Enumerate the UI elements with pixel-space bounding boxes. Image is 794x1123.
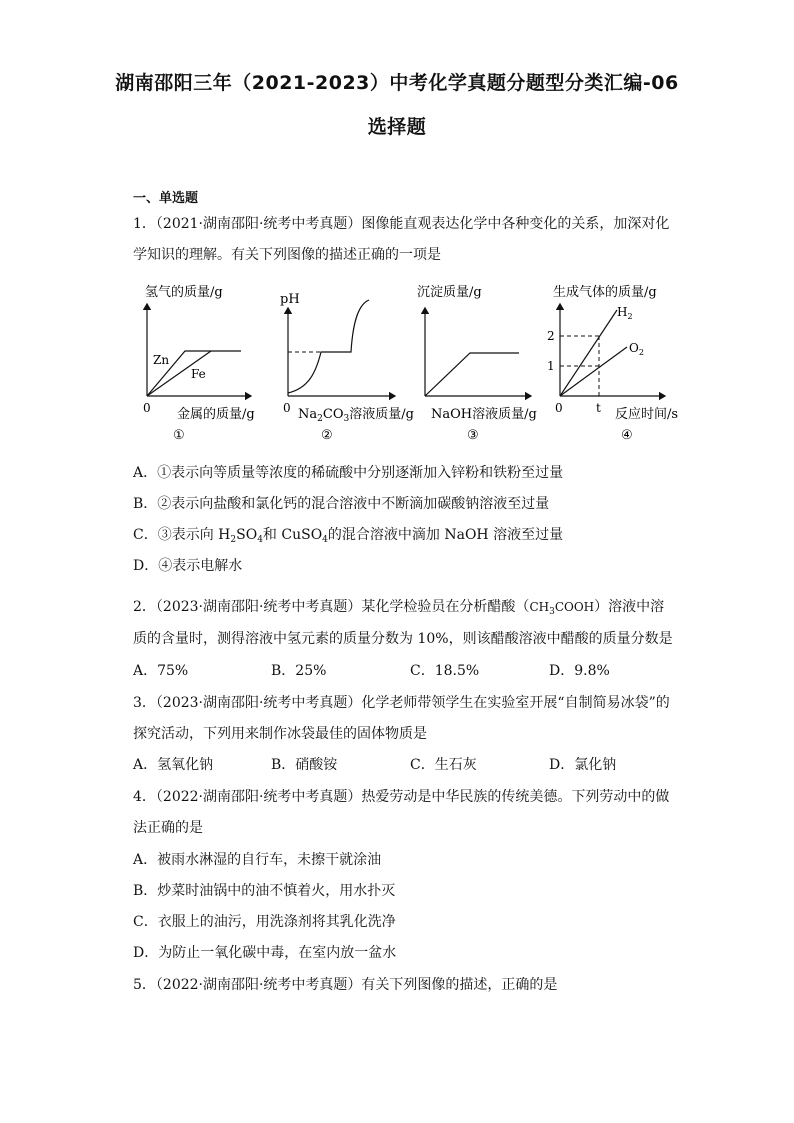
q4-option-b: B．炒菜时油锅中的油不慎着火，用水扑灭 <box>133 883 396 899</box>
q1-stem-line1: 1．（2021·湖南邵阳·统考中考真题）图像能直观表达化学中各种变化的关系，加深对化 <box>133 216 670 232</box>
q1-option-c: C．③表示向 $H_2SO_4$和 CuSO$_4$的混合溶液中滴加 NaOH 溶液至过量 <box>133 527 564 545</box>
graph2-xlabel: $Na_2CO_3$溶液质量/g <box>298 407 414 424</box>
graph4-tick-y1: 1 <box>547 359 555 373</box>
q2-stem-line2: 质的含量时，测得溶液中氢元素的质量分数为 10%，则该醋酸溶液中醋酸的质量分数是 <box>133 631 673 647</box>
q3-option-b: B．硝酸铵 <box>271 757 338 773</box>
q1-option-a: A．①表示向等质量等浓度的稀硫酸中分别逐渐加入锌粉和铁粉至过量 <box>133 465 564 481</box>
graph1-ylabel: 氢气的质量/g <box>145 285 223 300</box>
graph4-h2-line <box>560 310 617 396</box>
graph4-o2-line <box>560 347 627 396</box>
graph3-xlabel: NaOH溶液质量/g <box>431 407 537 422</box>
section-heading: 一、单选题 <box>133 191 199 206</box>
graph1-fe-label: Fe <box>191 367 206 381</box>
q4-option-c: C．衣服上的油污，用洗涤剂将其乳化洗净 <box>133 914 396 930</box>
q2-option-b: B．25% <box>271 663 327 679</box>
graph4-xlabel: 反应时间/s <box>615 407 679 422</box>
graph4-h2-label: $H_2$ <box>617 305 633 321</box>
document-title-line1: 湖南邵阳三年（2021-2023）中考化学真题分题型分类汇编-06 <box>115 72 679 94</box>
graph3-number: ③ <box>467 428 479 443</box>
q3-option-d: D．氯化钠 <box>549 757 617 773</box>
graph-4 <box>547 284 678 443</box>
q2-stem-line1: 2．（2023·湖南邵阳·统考中考真题）某化学检验员在分析醋酸$(CH_3COOH)$溶液中溶 <box>133 599 665 617</box>
graph4-number: ④ <box>621 428 633 443</box>
q3-stem-line2: 探究活动，下列用来制作冰袋最佳的固体物质是 <box>133 726 427 742</box>
graph-1 <box>143 285 255 443</box>
graph-2 <box>280 292 414 443</box>
graph1-zn-label: Zn <box>153 353 170 367</box>
q1-option-d: D．④表示电解水 <box>133 558 243 574</box>
q1-option-b: B．②表示向盐酸和氯化钙的混合溶液中不断滴加碳酸钠溶液至过量 <box>133 496 550 512</box>
graph-3 <box>417 284 537 443</box>
graph2-origin: 0 <box>283 401 291 415</box>
graph2-number: ② <box>321 428 333 443</box>
q4-stem-line1: 4．（2022·湖南邵阳·统考中考真题）热爱劳动是中华民族的传统美德。下列劳动中的做 <box>133 789 670 805</box>
graph1-origin: 0 <box>143 401 151 415</box>
graph1-number: ① <box>173 428 185 443</box>
q4-option-a: A．被雨水淋湿的自行车，未擦干就涂油 <box>133 852 382 868</box>
q1-graphs <box>133 280 693 445</box>
q4-option-d: D．为防止一氧化碳中毒，在室内放一盆水 <box>133 945 397 961</box>
graph4-o2-label: $O_2$ <box>629 341 644 357</box>
q1-graphs-svg <box>133 280 693 445</box>
graph4-ylabel: 生成气体的质量/g <box>553 285 657 300</box>
graph1-xlabel: 金属的质量/g <box>177 407 255 422</box>
document-title-line2: 选择题 <box>367 116 427 138</box>
graph3-line <box>425 353 519 396</box>
q2-option-a: A．75% <box>133 663 189 679</box>
graph4-tick-y2: 2 <box>547 329 555 343</box>
q3-option-a: A．氢氧化钠 <box>133 757 214 773</box>
graph2-ylabel: pH <box>280 292 300 307</box>
q3-stem-line1: 3．（2023·湖南邵阳·统考中考真题）化学老师带领学生在实验室开展“自制简易冰袋”的 <box>133 695 670 711</box>
q2-option-c: C．18.5% <box>410 663 480 679</box>
graph4-origin: 0 <box>555 401 563 415</box>
q3-option-c: C．生石灰 <box>410 757 477 773</box>
q1-stem-line2: 学知识的理解。有关下列图像的描述正确的一项是 <box>133 247 441 263</box>
q4-stem-line2: 法正确的是 <box>133 820 203 836</box>
graph4-tick-t: t <box>596 401 601 415</box>
graph3-ylabel: 沉淀质量/g <box>417 285 482 300</box>
q5-stem-line1: 5．（2022·湖南邵阳·统考中考真题）有关下列图像的描述，正确的是 <box>133 977 558 993</box>
q2-option-d: D．9.8% <box>549 663 610 679</box>
graph2-curve <box>288 300 369 393</box>
